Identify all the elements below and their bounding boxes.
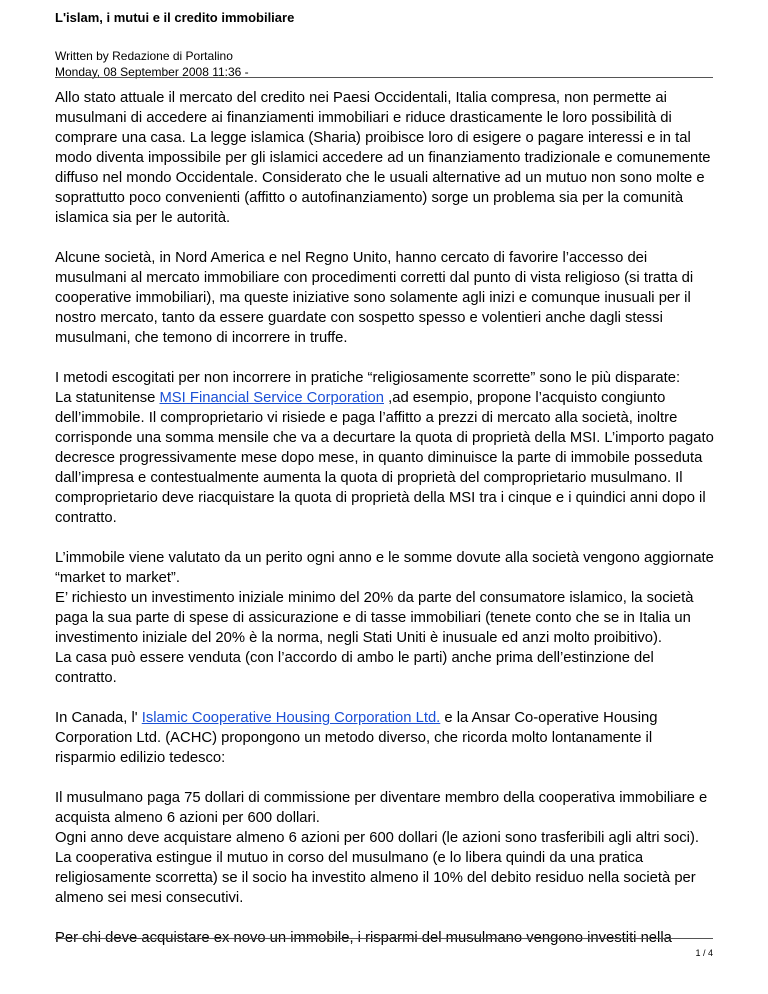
paragraph-msi-start: La statunitense	[55, 390, 160, 406]
paragraph-cooperative: La cooperativa estingue il mutuo in corso del musulmano (e lo libera quindi da una pratica religiosamente scorretta) se il socio ha investito almeno il 10% del debito residuo nella società per almeno sei mesi consecutivi.	[55, 850, 696, 906]
msi-link[interactable]: MSI Financial Service Corporation	[159, 390, 384, 406]
document-header	[55, 8, 713, 80]
paragraph-canada-start: In Canada, l'	[55, 710, 142, 726]
paragraph-investment: E’ richiesto un investimento iniziale minimo del 20% da parte del consumatore islamico, la società paga la sua parte di spese di assicurazione e di tasse immobiliari (tenete conto che se in Italia un investimento iniziale del 20% è la norma, negli Stati Uniti è inusuale ed anzi molto proibitivo).	[55, 590, 694, 646]
paragraph-shares: Ogni anno deve acquistare almeno 6 azioni per 600 dollari (le azioni sono trasferibili agli altri soci).	[55, 830, 700, 846]
paragraph-methods: I metodi escogitati per non incorrere in pratiche “religiosamente scorrette” sono le più disparate:	[55, 370, 681, 386]
paragraph-companies: Alcune società, in Nord America e nel Regno Unito, hanno cercato di favorire l’accesso dei musulmani al mercato immobiliare con procedimenti corretti dal punto di vista religioso (si tratta di cooperative immobiliari), ma queste iniziative sono solamente agli inizi e comunque inusuali per il nostro mercato, tanto da essere guardate con sospetto spesso e volentieri anche dagli stessi musulmani, che temono di incorrere in truffe.	[55, 250, 694, 346]
paragraph-intro: Allo stato attuale il mercato del credito nei Paesi Occidentali, Italia compresa, non permette ai musulmani di accedere ai finanziamenti immobiliari e riduce drasticamente le loro possibilità di comprare una casa. La legge islamica (Sharia) proibisce loro di esigere o pagare interessi e in tal modo diventa impossibile per gli islamici accedere ad un finanziamento tradizionale e comunemente diffuso nel mondo Occidentale. Considerato che le usuali alternative ad un mutuo non sono molte e soprattutto poco convenienti (affitto o autofinanziamento) sorge un problema sia per la comunità islamica sia per le autorità.	[55, 90, 711, 226]
date-line: Monday, 08 September 2008 11:36 -	[55, 65, 249, 79]
author-line: Written by Redazione di Portalino	[55, 49, 233, 63]
paragraph-new-purchase: Per chi deve acquistare ex novo un immobile, i risparmi del musulmano vengono investiti nella	[55, 930, 672, 946]
paragraph-canada	[55, 708, 715, 768]
document-meta	[55, 48, 713, 80]
article-body	[55, 88, 715, 968]
paragraph-canada-end: e la Ansar Co-operative Housing Corporation Ltd. (ACHC) propongono un metodo diverso, che ricorda molto lontanamente il risparmio edilizio tedesco:	[55, 710, 658, 766]
header-divider	[55, 77, 713, 78]
footer-divider	[55, 938, 713, 939]
document-title: L'islam, i mutui e il credito immobiliare	[55, 10, 295, 25]
ichc-link[interactable]: Islamic Cooperative Housing Corporation Ltd.	[141, 710, 441, 726]
paragraph-membership: Il musulmano paga 75 dollari di commissione per diventare membro della cooperativa immobiliare e acquista almeno 6 azioni per 600 dollari.	[55, 790, 708, 826]
paragraph-valuation: L’immobile viene valutato da un perito ogni anno e le somme dovute alla società vengono aggiornate “market to market”.	[55, 550, 714, 586]
page-number: 1 / 4	[695, 948, 713, 958]
paragraph-msi	[55, 388, 715, 528]
paragraph-sale: La casa può essere venduta (con l’accordo di ambo le parti) anche prima dell’estinzione del contratto.	[55, 650, 654, 686]
paragraph-msi-end: ,ad esempio, propone l’acquisto congiunto dell’immobile. Il comproprietario vi risiede e paga l’affitto a prezzi di mercato alla società, inoltre corrisponde una somma mensile che va a decurtare la quota di proprietà della MSI. L’importo pagato decresce progressivamente mese dopo mese, in quanto diminuisce la parte di immobile posseduta dall’impresa e contestualmente aumenta la quota di proprietà del comproprietario musulmano. Il comproprietario deve riacquistare la quota di proprietà della MSI tra i cinque e i quindici anni dopo il contratto.	[55, 390, 714, 526]
